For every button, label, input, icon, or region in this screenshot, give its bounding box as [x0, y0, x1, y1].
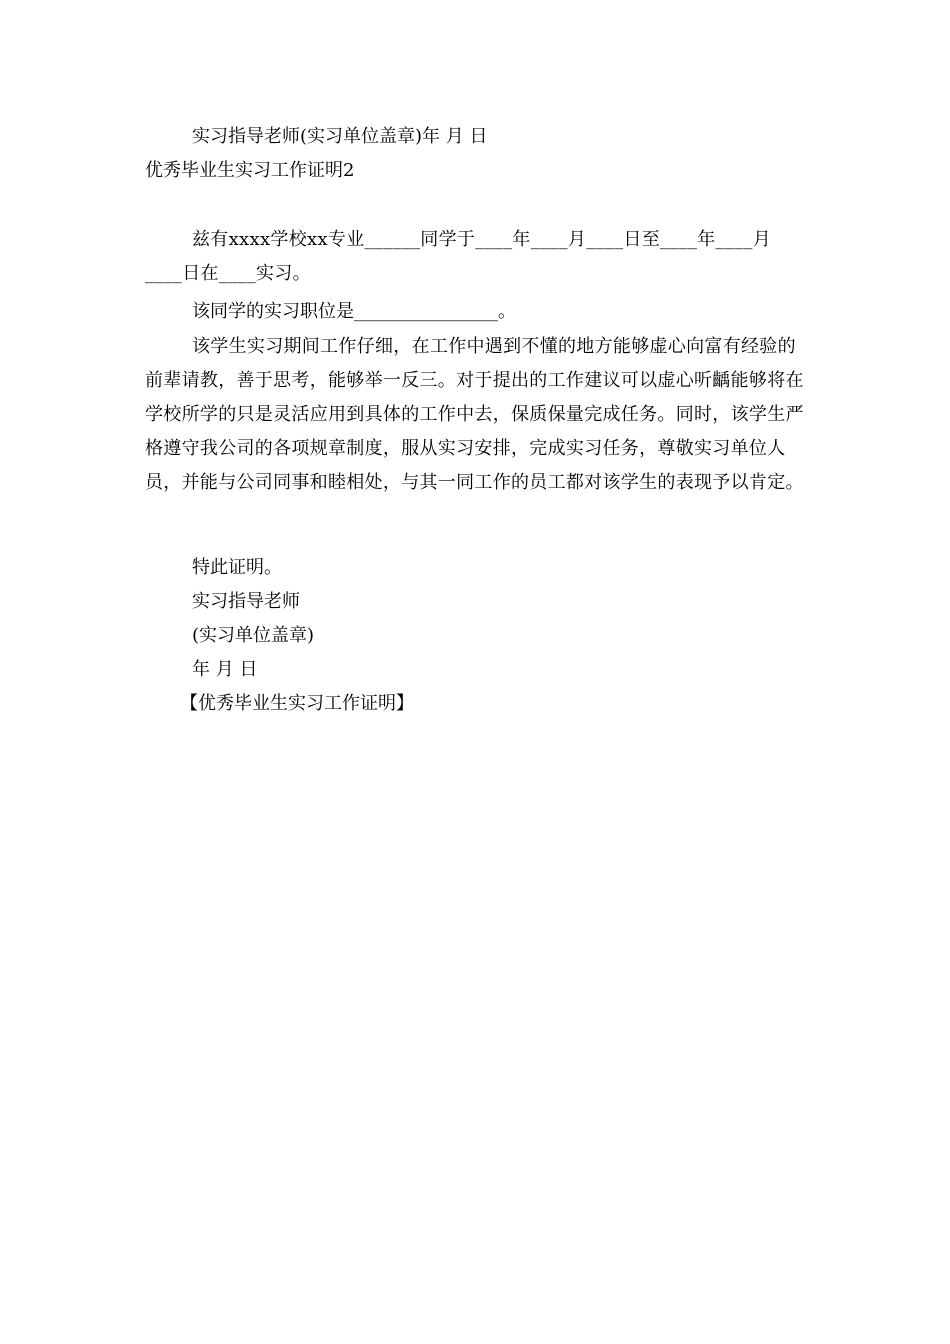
- evaluation-paragraph-wrapper: [145, 330, 805, 500]
- instructor-label: 实习指导老师: [192, 591, 300, 612]
- position-line: 该同学的实习职位是________________。: [192, 301, 516, 322]
- stamp-label: (实习单位盖章): [192, 625, 315, 646]
- intro-paragraph: 兹有xxxx学校xx专业______同学于____年____月____日至____年____月____日在____实习。: [145, 229, 772, 284]
- date-label: 年 月 日: [192, 659, 258, 680]
- evaluation-paragraph: 该学生实习期间工作仔细，在工作中遇到不懂的地方能够虚心向富有经验的前辈请教，善于思考，能够举一反三。对于提出的工作建议可以虚心听齲能够将在学校所学的只是灵活应用到具体的工作中去，保质保量完成任务。同时，该学生严格遵守我公司的各项规章制度，服从实习安排，完成实习任务，尊敬实习单位人员，并能与公司同事和睦相处，与其一同工作的员工都对该学生的表现予以肯定。: [145, 336, 804, 493]
- section-title: 优秀毕业生实习工作证明2: [145, 160, 355, 181]
- intro-paragraph-wrapper: [145, 223, 805, 291]
- special-note: 特此证明。: [192, 557, 282, 578]
- top-signature-line: 实习指导老师(实习单位盖章)年 月 日: [192, 126, 488, 147]
- footer-title: 【优秀毕业生实习工作证明】: [180, 693, 414, 714]
